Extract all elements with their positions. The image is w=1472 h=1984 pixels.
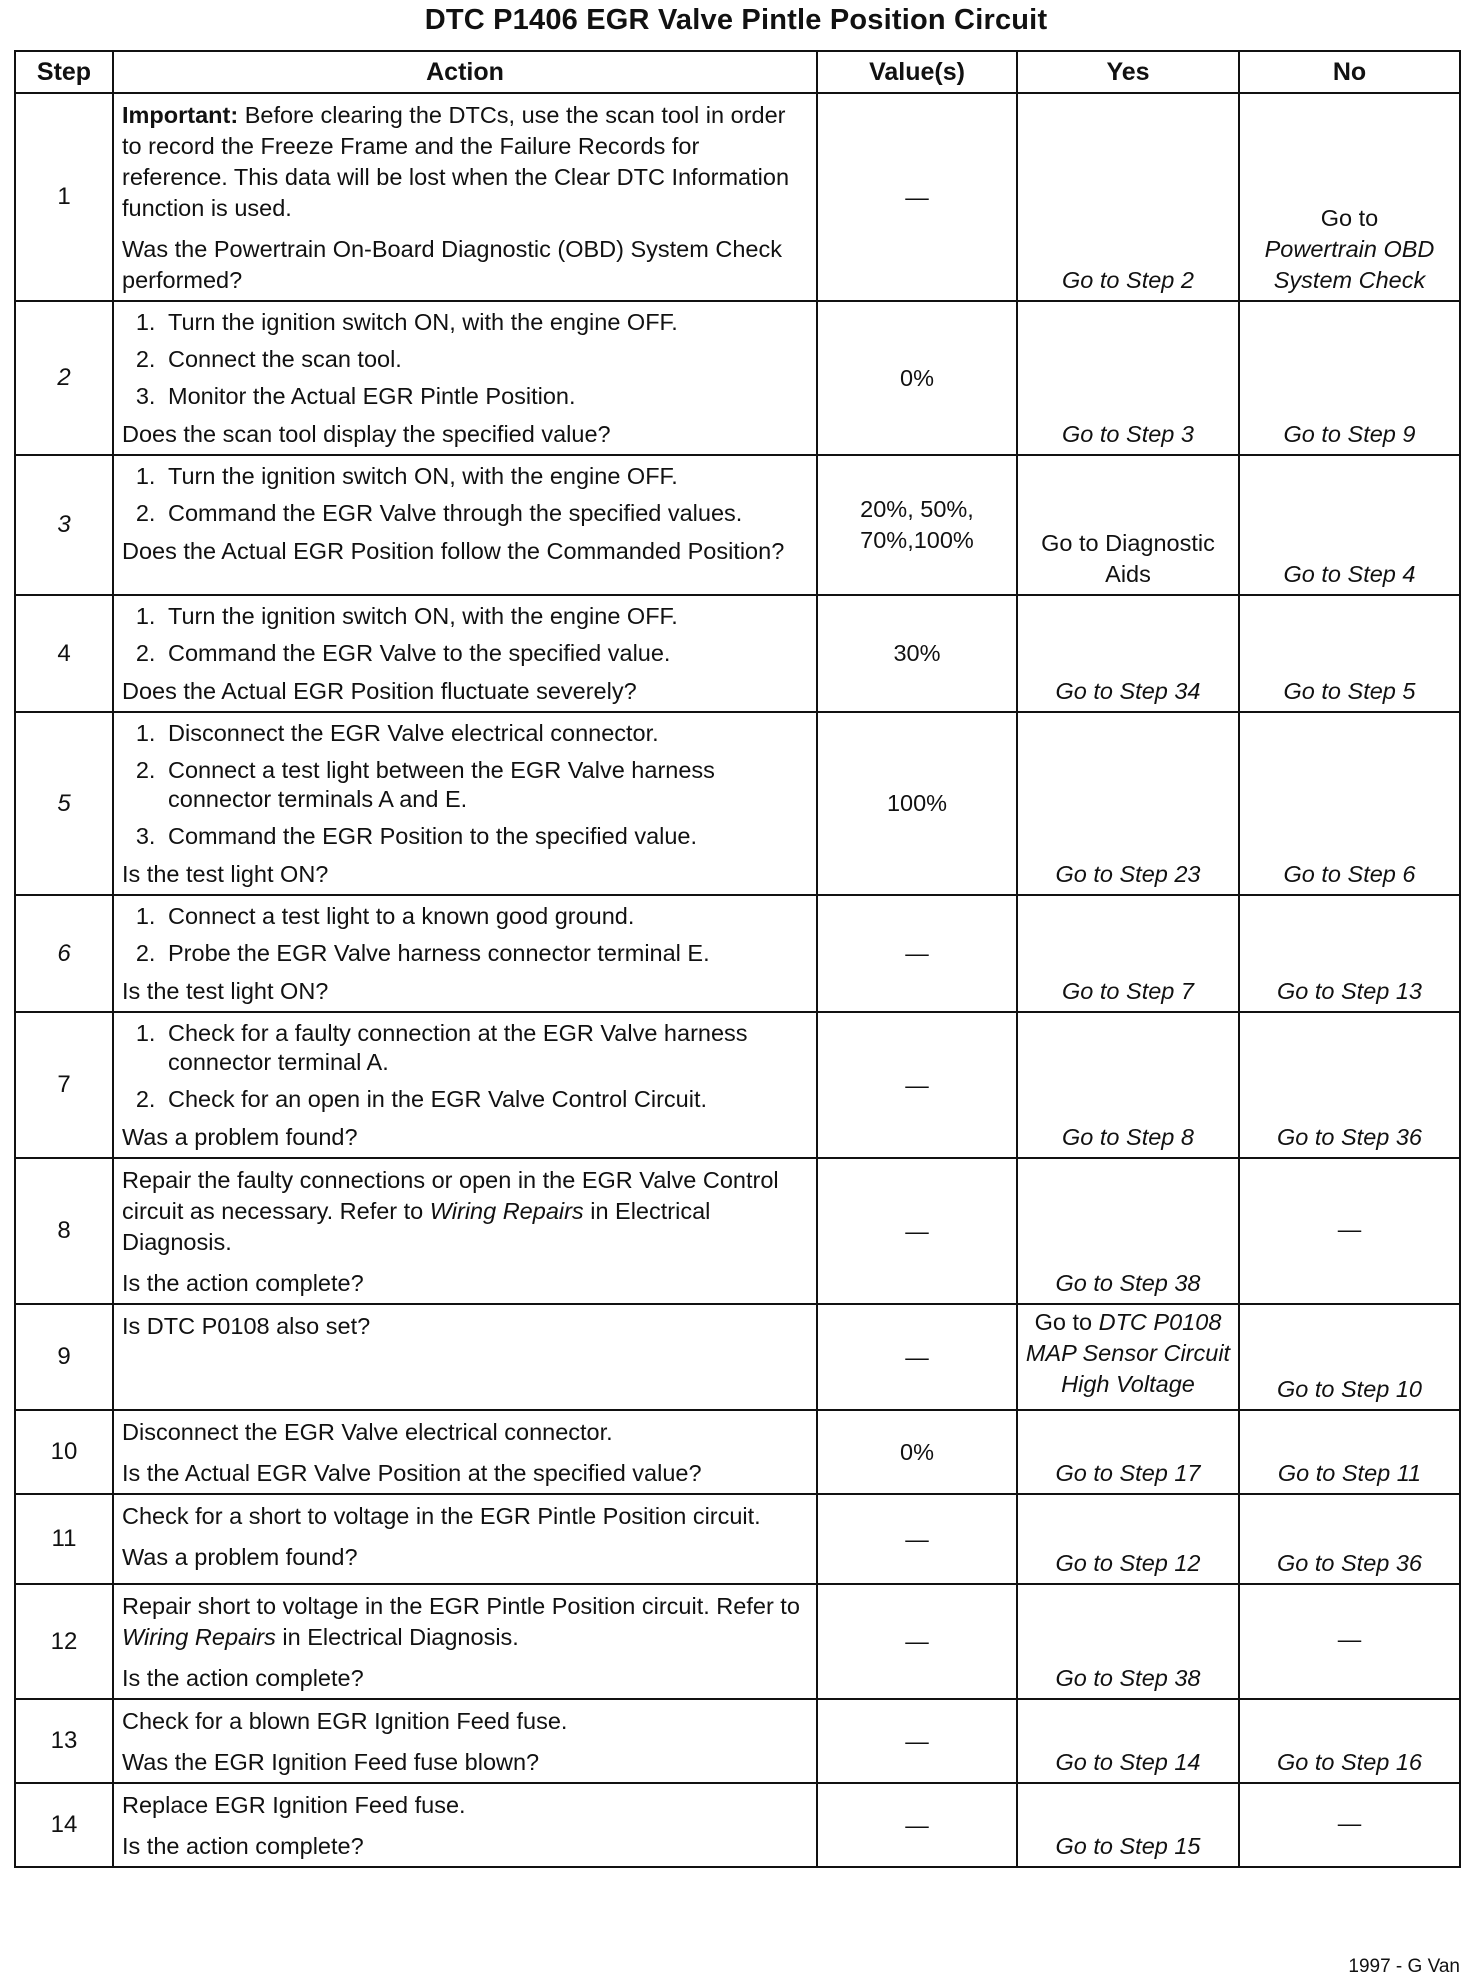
action-text: Replace EGR Ignition Feed fuse.: [122, 1792, 466, 1818]
value-cell: 20%, 50%, 70%,100%: [817, 455, 1017, 595]
no-cell: [1239, 1410, 1460, 1494]
action-text: Important: Before clearing the DTCs, use the scan tool in order to record the Freeze Frame and the Failure Records for reference. This data will be lost when the Clear DTC Information function is used.: [122, 102, 790, 221]
table-row: [15, 1699, 1460, 1783]
action-step: 1. Connect a test light to a known good ground.: [162, 902, 808, 931]
no-cell: —: [1239, 1158, 1460, 1304]
action-steps-list: [122, 1019, 808, 1114]
action-cell: [113, 93, 817, 301]
table-header-row: [15, 51, 1460, 93]
yes-goto: Go to: [1034, 1309, 1099, 1335]
action-question: Was a problem found?: [122, 1124, 358, 1150]
no-goto: Go to Step 16: [1276, 1749, 1423, 1775]
table-row: [15, 93, 1460, 301]
action-step: 1. Turn the ignition switch ON, with the engine OFF.: [162, 308, 808, 337]
yes-goto: Go to Step 12: [1055, 1550, 1201, 1576]
action-steps-list: [122, 308, 808, 411]
action-steps-list: [122, 902, 808, 968]
no-goto: Go to Step 36: [1276, 1124, 1423, 1150]
action-cell: [113, 595, 817, 712]
action-cell: [113, 1494, 817, 1584]
table-row: [15, 1494, 1460, 1584]
yes-goto: Go to Step 34: [1055, 678, 1201, 704]
yes-cell: [1017, 1783, 1239, 1867]
action-step: 2. Command the EGR Valve to the specified value.: [162, 639, 808, 668]
action-step: 2. Connect a test light between the EGR Valve harness connector terminals A and E.: [162, 756, 808, 814]
step-number: 8: [15, 1158, 113, 1304]
table-row: [15, 1304, 1460, 1410]
yes-goto: Go to Step 2: [1062, 267, 1194, 293]
action-step: 2. Command the EGR Valve through the specified values.: [162, 499, 808, 528]
yes-cell: [1017, 895, 1239, 1012]
step-number: 13: [15, 1699, 113, 1783]
action-cell: [113, 1304, 817, 1410]
action-question: Does the Actual EGR Position follow the Commanded Position?: [122, 538, 785, 564]
action-cell: [113, 1012, 817, 1158]
yes-cell: [1017, 595, 1239, 712]
action-question: Is the action complete?: [122, 1833, 364, 1859]
yes-cell: [1017, 1494, 1239, 1584]
step-number: 10: [15, 1410, 113, 1494]
no-cell: [1239, 895, 1460, 1012]
action-cell: [113, 1783, 817, 1867]
no-cell: [1239, 712, 1460, 895]
no-cell: [1239, 1699, 1460, 1783]
yes-goto: Go to Step 38: [1055, 1665, 1201, 1691]
no-cell: [1239, 1012, 1460, 1158]
yes-cell: [1017, 1304, 1239, 1410]
yes-cell: Go to Diagnostic Aids: [1017, 455, 1239, 595]
no-goto: Go to Step 9: [1283, 421, 1416, 447]
action-question: Was a problem found?: [122, 1544, 358, 1570]
step-number: 11: [15, 1494, 113, 1584]
step-number: 4: [15, 595, 113, 712]
no-cell: —: [1239, 1783, 1460, 1867]
column-header-action: Action: [113, 51, 817, 93]
action-text: Is DTC P0108 also set?: [122, 1313, 371, 1339]
no-goto: Go to Step 36: [1276, 1550, 1423, 1576]
yes-goto: Go to Step 15: [1055, 1833, 1201, 1859]
column-header-values: Value(s): [817, 51, 1017, 93]
no-goto: Go to Step 4: [1283, 561, 1416, 587]
value-cell: 100%: [817, 712, 1017, 895]
action-step: 2. Check for an open in the EGR Valve Control Circuit.: [162, 1085, 808, 1114]
action-step: 1. Check for a faulty connection at the EGR Valve harness connector terminal A.: [162, 1019, 808, 1077]
table-row: [15, 595, 1460, 712]
action-text: Check for a blown EGR Ignition Feed fuse.: [122, 1708, 568, 1734]
action-steps-list: [122, 462, 808, 528]
table-row: [15, 301, 1460, 455]
important-label: Important:: [122, 102, 239, 128]
value-cell: —: [817, 1699, 1017, 1783]
table-row: [15, 895, 1460, 1012]
yes-goto: Go to Step 23: [1055, 861, 1201, 887]
column-header-step: Step: [15, 51, 113, 93]
action-step: 2. Probe the EGR Valve harness connector terminal E.: [162, 939, 808, 968]
yes-cell: [1017, 1699, 1239, 1783]
value-cell: 0%: [817, 1410, 1017, 1494]
action-cell: [113, 455, 817, 595]
action-question: Does the scan tool display the specified value?: [122, 421, 611, 447]
action-question: Was the EGR Ignition Feed fuse blown?: [122, 1749, 540, 1775]
table-row: [15, 455, 1460, 595]
value-cell: —: [817, 1158, 1017, 1304]
action-text: Check for a short to voltage in the EGR Pintle Position circuit.: [122, 1503, 761, 1529]
action-question: Is the action complete?: [122, 1270, 364, 1296]
action-question: Is the Actual EGR Valve Position at the specified value?: [122, 1460, 702, 1486]
action-cell: [113, 1410, 817, 1494]
table-row: [15, 1158, 1460, 1304]
yes-cell: [1017, 1012, 1239, 1158]
yes-goto: Go to Step 8: [1062, 1124, 1194, 1150]
action-question: Is the test light ON?: [122, 861, 329, 887]
no-goto: Go to Step 5: [1283, 678, 1416, 704]
footer-note: 1997 - G Van: [1348, 1956, 1460, 1977]
step-number: 12: [15, 1584, 113, 1699]
value-cell: —: [817, 1304, 1017, 1410]
no-cell: [1239, 93, 1460, 301]
no-cell: [1239, 455, 1460, 595]
action-step: 1. Turn the ignition switch ON, with the engine OFF.: [162, 602, 808, 631]
table-body: [15, 93, 1460, 1867]
column-header-yes: Yes: [1017, 51, 1239, 93]
step-number: 7: [15, 1012, 113, 1158]
step-number: 1: [15, 93, 113, 301]
value-cell: —: [817, 1494, 1017, 1584]
value-cell: —: [817, 1012, 1017, 1158]
value-cell: —: [817, 1783, 1017, 1867]
no-goto: Go to: [1320, 205, 1379, 231]
table-row: [15, 1584, 1460, 1699]
no-goto: Go to Step 13: [1276, 978, 1423, 1004]
step-number: 5: [15, 712, 113, 895]
action-question: Is the action complete?: [122, 1665, 364, 1691]
yes-goto-target: DTC P0108 MAP Sensor Circuit High Voltage: [1025, 1309, 1231, 1397]
no-goto: Go to Step 10: [1276, 1376, 1423, 1402]
reference-link-text: Wiring Repairs: [122, 1624, 276, 1650]
step-number: 2: [15, 301, 113, 455]
action-cell: [113, 301, 817, 455]
action-cell: [113, 712, 817, 895]
table-row: [15, 712, 1460, 895]
yes-goto: Go to Step 7: [1062, 978, 1194, 1004]
value-cell: —: [817, 93, 1017, 301]
action-step: 1. Disconnect the EGR Valve electrical connector.: [162, 719, 808, 748]
page-title: DTC P1406 EGR Valve Pintle Position Circuit: [424, 4, 1048, 36]
action-step: 1. Turn the ignition switch ON, with the engine OFF.: [162, 462, 808, 491]
table-row: [15, 1410, 1460, 1494]
yes-goto: Go to Step 17: [1055, 1460, 1201, 1486]
action-text: Repair short to voltage in the EGR Pintle Position circuit. Refer to Wiring Repairs in Electrical Diagnosis.: [122, 1593, 800, 1650]
yes-cell: [1017, 1158, 1239, 1304]
yes-goto: Go to Step 3: [1062, 421, 1194, 447]
no-goto-target: Powertrain OBD System Check: [1264, 236, 1435, 293]
yes-goto: Go to Step 14: [1055, 1749, 1201, 1775]
step-number: 14: [15, 1783, 113, 1867]
no-cell: —: [1239, 1584, 1460, 1699]
value-cell: —: [817, 1584, 1017, 1699]
yes-cell: [1017, 1410, 1239, 1494]
step-number: 6: [15, 895, 113, 1012]
yes-cell: [1017, 93, 1239, 301]
no-goto: Go to Step 11: [1277, 1460, 1422, 1486]
step-number: 9: [15, 1304, 113, 1410]
action-cell: [113, 895, 817, 1012]
action-question: Does the Actual EGR Position fluctuate severely?: [122, 678, 637, 704]
value-cell: —: [817, 895, 1017, 1012]
action-text: Repair the faulty connections or open in the EGR Valve Control circuit as necessary. Refer to Wiring Repairs in Electrical Diagnosis.: [122, 1167, 779, 1255]
no-cell: [1239, 595, 1460, 712]
yes-cell: [1017, 301, 1239, 455]
table-row: [15, 1783, 1460, 1867]
diagnostic-table: [14, 50, 1461, 1868]
action-cell: [113, 1158, 817, 1304]
reference-link-text: Wiring Repairs: [429, 1198, 584, 1224]
action-question: Was the Powertrain On-Board Diagnostic (OBD) System Check performed?: [122, 236, 782, 293]
no-cell: [1239, 1494, 1460, 1584]
action-cell: [113, 1699, 817, 1783]
value-cell: 0%: [817, 301, 1017, 455]
yes-cell: [1017, 712, 1239, 895]
action-step: 2. Connect the scan tool.: [162, 345, 808, 374]
no-cell: [1239, 301, 1460, 455]
action-step: 3. Command the EGR Position to the specified value.: [162, 822, 808, 851]
no-goto: Go to Step 6: [1283, 861, 1416, 887]
action-cell: [113, 1584, 817, 1699]
table-row: [15, 1012, 1460, 1158]
action-step: 3. Monitor the Actual EGR Pintle Position.: [162, 382, 808, 411]
yes-cell: [1017, 1584, 1239, 1699]
no-cell: [1239, 1304, 1460, 1410]
column-header-no: No: [1239, 51, 1460, 93]
value-cell: 30%: [817, 595, 1017, 712]
action-steps-list: [122, 602, 808, 668]
action-question: Is the test light ON?: [122, 978, 329, 1004]
step-number: 3: [15, 455, 113, 595]
action-text: Disconnect the EGR Valve electrical connector.: [122, 1419, 613, 1445]
yes-goto: Go to Step 38: [1055, 1270, 1201, 1296]
action-steps-list: [122, 719, 808, 851]
